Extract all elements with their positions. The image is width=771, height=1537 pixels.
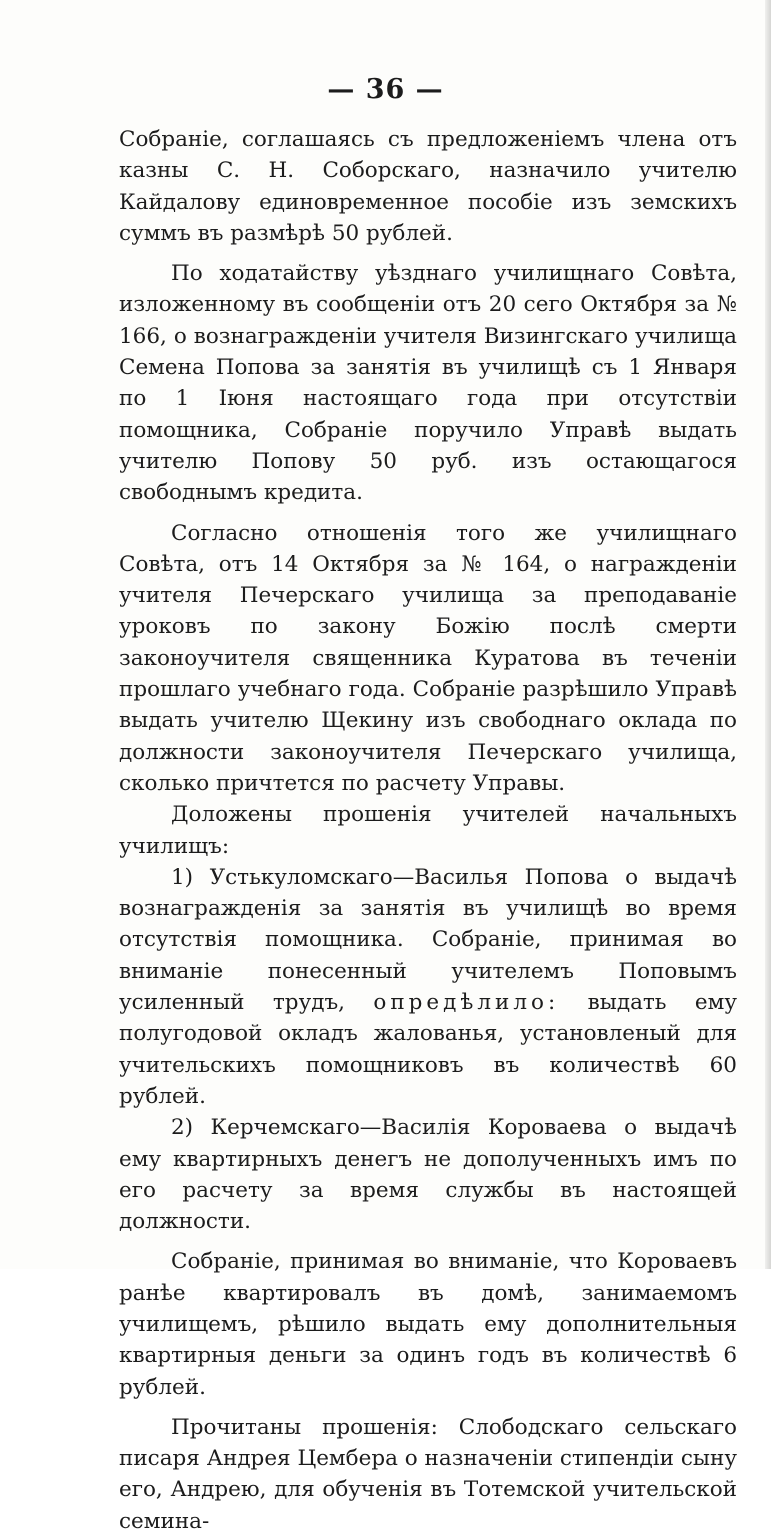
page-edge-shadow bbox=[765, 0, 771, 1269]
paragraph-7: Собраніе, принимая во вниманіе, что Короваевъ ранѣе квартировалъ въ домѣ, занимаемомъ училищемъ, рѣшило выдать ему дополнительныя квартирныя деньги за одинъ годъ въ количествѣ 6 рублей. bbox=[119, 1249, 737, 1400]
paragraph-8: Прочитаны прошенія: Слободскаго сельскаго писаря Андрея Цембера о назначеніи стипендіи сыну его, Андрею, для обученія въ Тотемской учительской семина- bbox=[119, 1414, 737, 1534]
paragraph-4: Доложены прошенія учителей начальныхъ училищъ: bbox=[119, 802, 737, 859]
paragraph-5-emphasis: опредѣлило: bbox=[373, 990, 560, 1016]
paragraph-5-part-1: 1) Устькуломскаго—Василья Попова о выдачѣ вознагражденія за занятія въ училищѣ во время отсутствія помощника. Собраніе, принимая во вниманіе понесенный учителемъ Поповымъ усиленный трудъ, bbox=[119, 864, 737, 1016]
paragraph-5-part-2: выдать ему полугодовой окладъ жалованья, установленый для учительскихъ помощниковъ въ количествѣ 60 рублей. bbox=[119, 990, 737, 1109]
paragraph-2: По ходатайству уѣзднаго училищнаго Совѣта, изложенному въ сообщеніи отъ 20 сего Октября за № 166, о вознагражденіи учителя Визингскаго училища Семена Попова за занятія въ училищѣ съ 1 Января по 1 Іюня настоящаго года при отсутствіи помощника, Собраніе поручило Управѣ выдать учителю Попову 50 руб. изъ остающагося свободнымъ кредита. bbox=[119, 261, 737, 506]
paragraph-3: Согласно отношенія того же училищнаго Совѣта, отъ 14 Октября за № 164, о награжденіи учителя Печерскаго училища за преподаваніе уроковъ по закону Божію послѣ смерти законоучителя священника Куратова въ теченіи прошлаго учебнаго года. Собраніе разрѣшило Управѣ выдать учителю Щекину изъ свободнаго оклада по должности законоучителя Печерскаго училища, сколько причтется по расчету Управы. bbox=[119, 520, 737, 796]
paragraph-5 bbox=[119, 862, 737, 1112]
paragraph-1: Собраніе, соглашаясь съ предложеніемъ члена отъ казны С. Н. Соборскаго, назначило учителю Кайдалову единовременное пособіе изъ земскихъ суммъ въ размѣрѣ 50 рублей. bbox=[119, 127, 737, 246]
page-body bbox=[119, 124, 737, 1537]
paragraph-6: 2) Керчемскаго—Василія Короваева о выдачѣ ему квартирныхъ денегъ не дополученныхъ имъ по его расчету за время службы въ настоящей должности. bbox=[119, 1115, 737, 1235]
page-number: — 36 — bbox=[327, 74, 444, 105]
